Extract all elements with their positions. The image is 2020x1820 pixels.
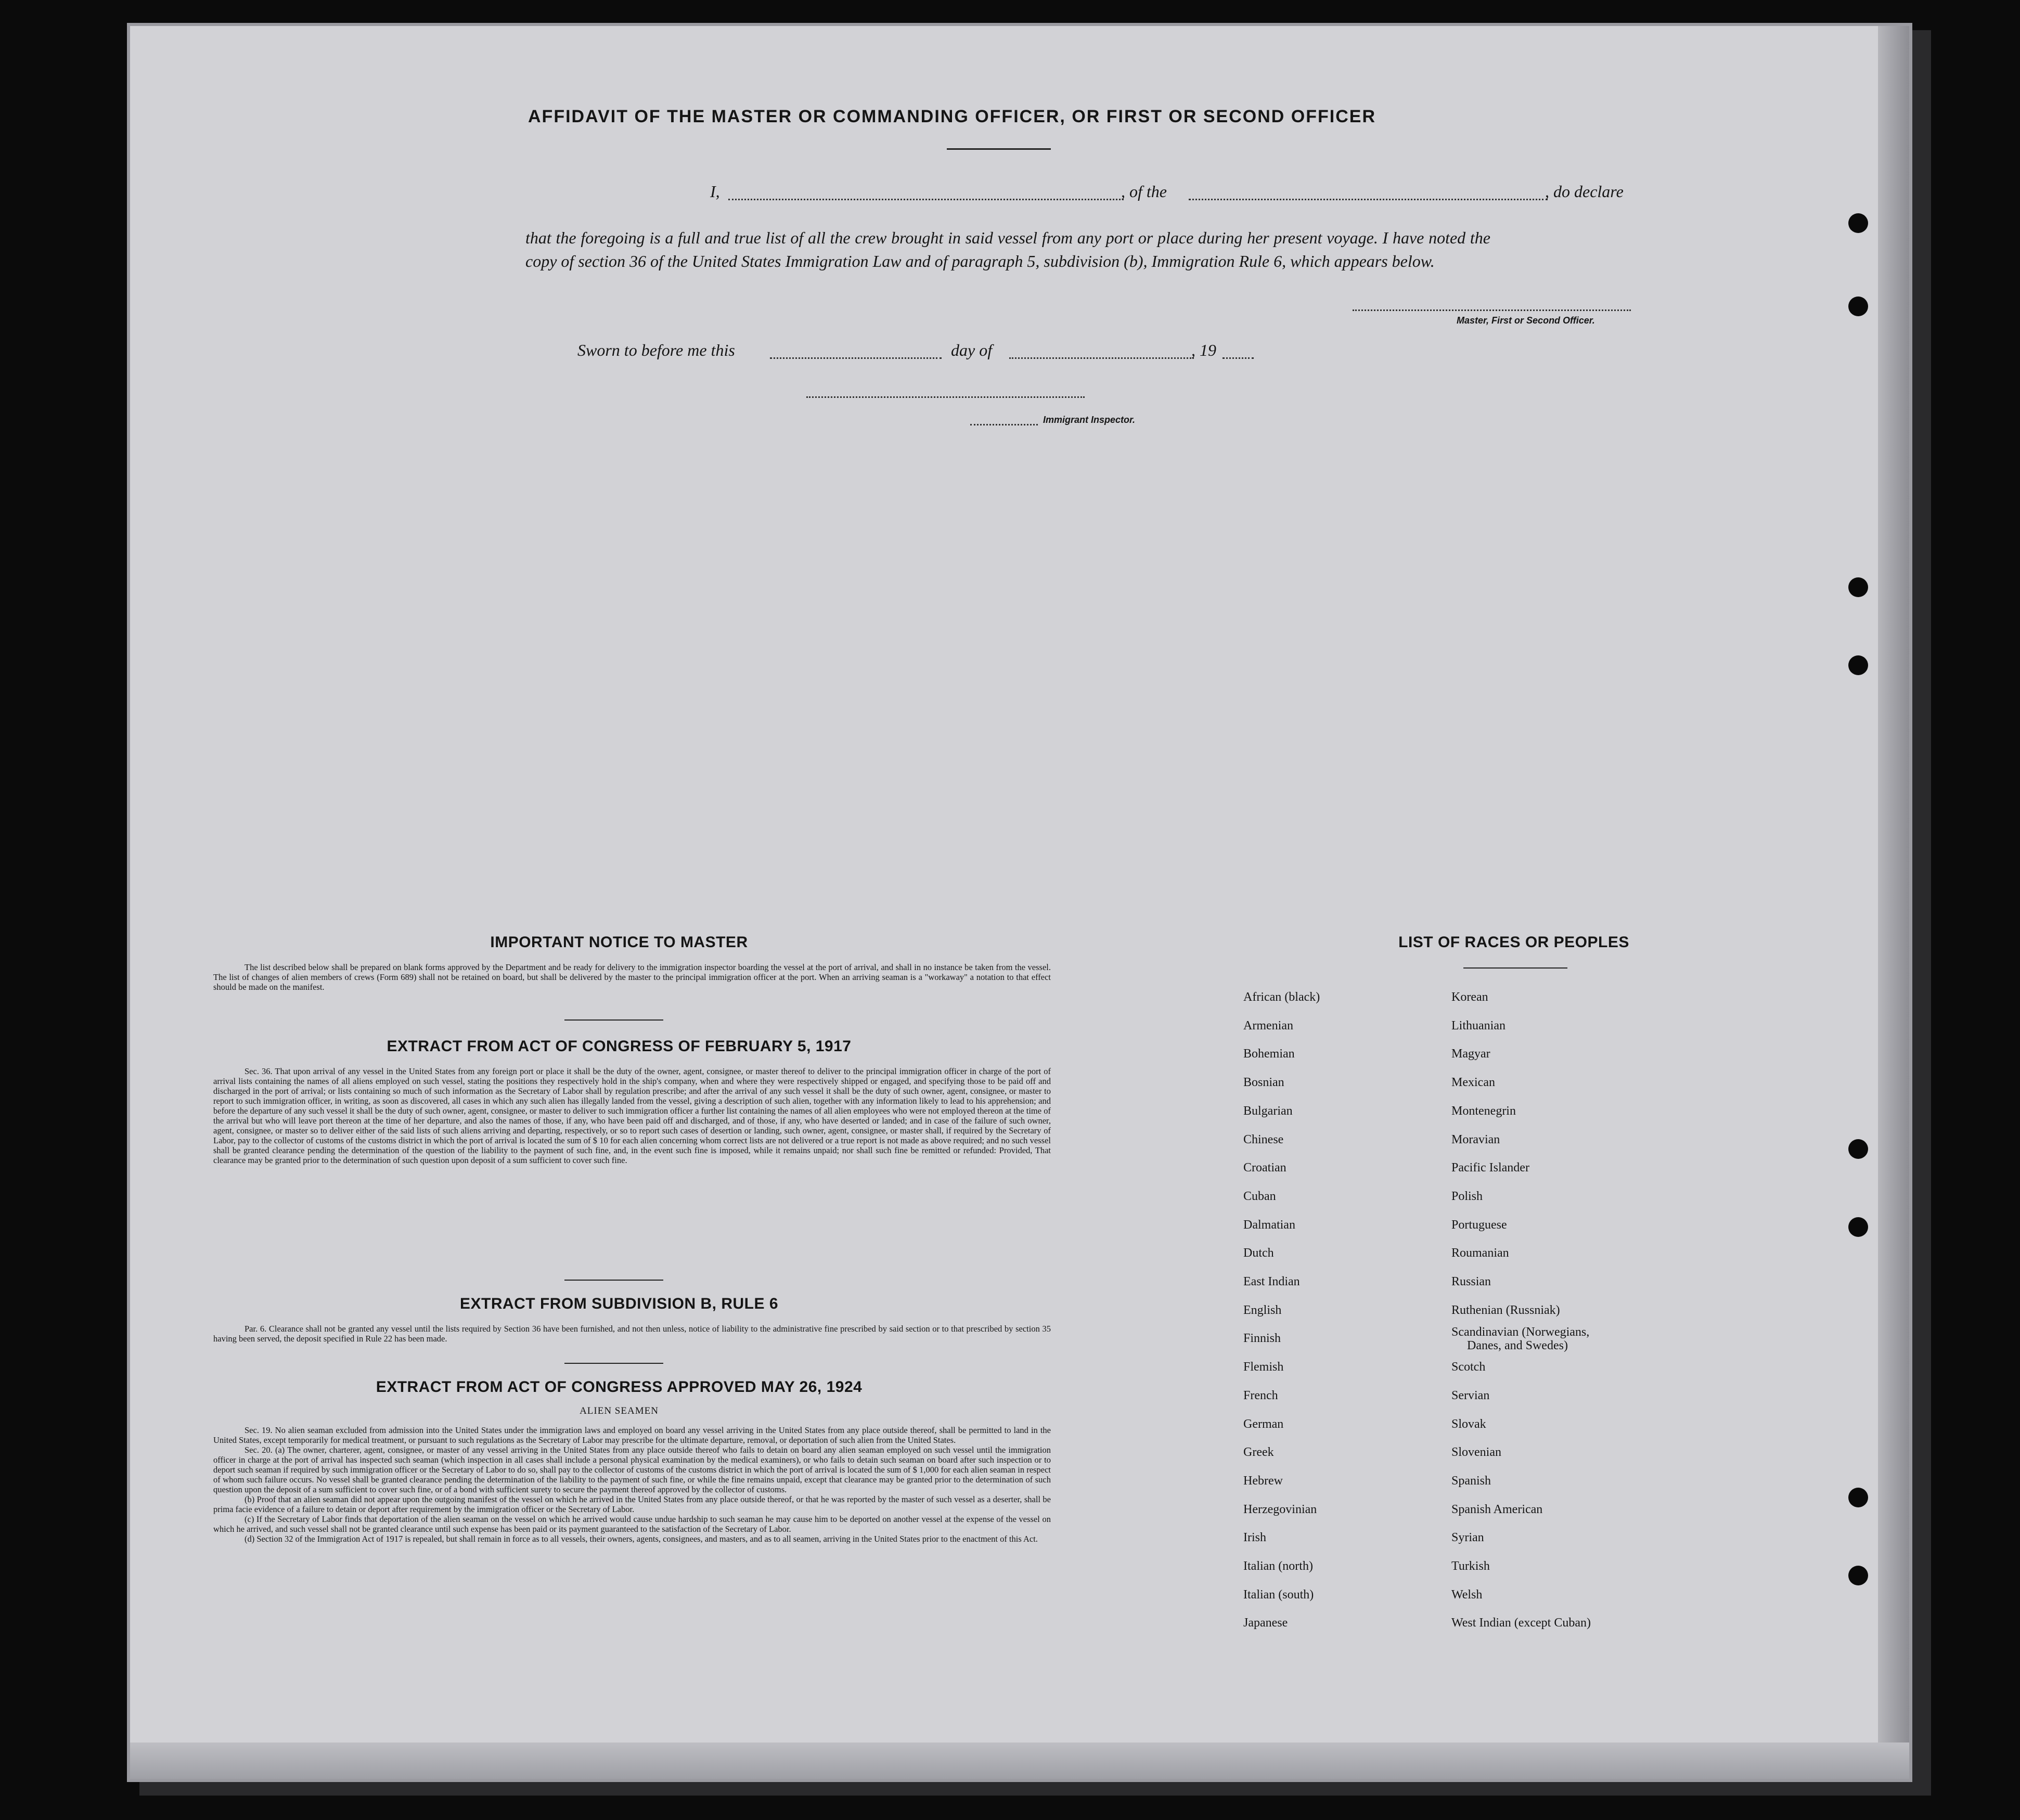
race-item: Greek (1243, 1445, 1274, 1460)
races-column-1 (1243, 983, 1320, 1637)
vessel-field[interactable] (1189, 199, 1548, 200)
race-item: Herzegovinian (1243, 1502, 1317, 1516)
race-item: Scandinavian (Norwegians, Danes, and Swedes) (1451, 1325, 1590, 1353)
races-title: LIST OF RACES OR PEOPLES (1398, 934, 1629, 951)
race-item: Slovenian (1451, 1445, 1501, 1460)
extract-rule6-text (213, 1324, 1051, 1344)
name-field[interactable] (728, 199, 1124, 200)
section-divider (564, 1019, 663, 1021)
race-item: Welsh (1451, 1587, 1483, 1602)
binder-hole-icon (1848, 1217, 1868, 1237)
race-item: Bohemian (1243, 1047, 1295, 1061)
race-item: Croatian (1243, 1161, 1286, 1175)
par6-paragraph: Par. 6. Clearance shall not be granted any vessel until the lists required by Section 36 have been furnished, and not then unless, notice of liability to the administrative fine prescribed by said section or to that prescribed by section 35 having been served, the deposit specified in Rule 22 has been made. (213, 1324, 1051, 1344)
race-item: Mexican (1451, 1076, 1495, 1090)
inspector-caption: Immigrant Inspector. (1043, 415, 1136, 425)
section-divider (564, 1363, 663, 1364)
race-item: Flemish (1243, 1360, 1284, 1374)
race-item: African (black) (1243, 990, 1320, 1004)
race-item: Moravian (1451, 1132, 1500, 1146)
affidavit-i: I, (710, 182, 720, 201)
page-edge (1878, 26, 1909, 1779)
race-item: Korean (1451, 990, 1488, 1004)
extract-1917-text (213, 1066, 1051, 1165)
race-item: Ruthenian (Russniak) (1451, 1303, 1560, 1317)
binder-hole-icon (1848, 1488, 1868, 1507)
sworn-year: , 19 (1191, 341, 1216, 359)
race-item: Syrian (1451, 1531, 1484, 1545)
races-column-2 (1451, 983, 1591, 1637)
race-item: Chinese (1243, 1132, 1284, 1146)
race-item: Japanese (1243, 1616, 1288, 1630)
alien-seamen-subtitle: ALIEN SEAMEN (580, 1405, 659, 1416)
races-title-underline (1463, 967, 1567, 969)
affidavit-declare: , do declare (1545, 182, 1624, 201)
master-caption: Master, First or Second Officer. (1457, 315, 1595, 326)
notice-paragraph: The list described below shall be prepared on blank forms approved by the Department and be ready for delivery to the immigration inspector boarding the vessel at the port of arrival, and shall in no instance be taken from the vessel. The list of changes of alien members of crews (Form 689) shall not be retained on board, but shall be delivered by the master to the principal immigration officer at the port. When an arriving seaman is a "workaway" a notation to that effect should be made on the manifest. (213, 962, 1051, 992)
sec19-paragraph: Sec. 19. No alien seaman excluded from admission into the United States under the immigration laws and employed on board any vessel arriving in the United States from any place outside thereof, shall be permitted to land in the United States, except temporarily for medical treatment, or pursuant to such regulations as the Secretary of Labor may prescribe for the ultimate departure, removal, or deportation of such alien from the United States. (213, 1425, 1051, 1445)
race-item: Spanish (1451, 1474, 1491, 1488)
race-item: Finnish (1243, 1332, 1281, 1346)
master-signature-field[interactable] (1353, 309, 1631, 311)
sec20d-paragraph: (d) Section 32 of the Immigration Act of 1917 is repealed, but shall remain in force as to all vessels, their owners, agents, consignees, and masters, and as to all seamen, arriving in the United States prior to the enactment of this Act. (245, 1534, 1038, 1544)
race-item: Spanish American (1451, 1502, 1543, 1516)
race-item: Bulgarian (1243, 1104, 1293, 1118)
extract-1924-text (213, 1425, 1051, 1544)
race-item: Hebrew (1243, 1474, 1283, 1488)
sec36-paragraph: Sec. 36. That upon arrival of any vessel in the United States from any foreign port or place it shall be the duty of the owner, agent, consignee, or master thereof to deliver to the principal immigration officer in charge of the port of arrival lists containing the names of all aliens employed on such vessel, stating the positions they respectively hold in the ship's company, when and where they were respectively shipped or engaged, and specifying those to be paid off and discharged in the port of arrival; or lists containing so much of such information as the Secretary of Labor shall by regulation prescribe; and after the arrival of any such vessel it shall be the duty of such owner, agent, consignee, or master to report to such immigration officer, in writing, as soon as discovered, all cases in which any such alien has illegally landed from the vessel, giving a description of such alien, together with any information likely to lead to his apprehension; and before the departure of any such vessel it shall be the duty of such owner, agent, consignee, or master to deliver to such immigration officer a further list containing the names of all alien employees who were not employed thereon at the time of the arrival but who will leave port thereon at the time of her departure, and also the names of those, if any, who have been paid off and discharged, and of those, if any, who have deserted or landed; and in case of the failure of such owner, agent, consignee, or master so to deliver either of the said lists of such aliens arriving and departing, respectively, or so to report such cases of desertion or landing, such owner, agent, consignee, or master shall, if required by the Secretary of Labor, pay to the collector of customs of the customs district in which the port of arrival is located the sum of $ 10 for each alien concerning whom correct lists are not delivered or a true report is not made as above required; and no such vessel shall be granted clearance pending the determination of the question of the liability to the payment of such fine, and, in the event such fine is imposed, while it remains unpaid; nor shall such fine be remitted or refunded: Provided, That clearance may be granted prior to the determination of such question upon deposit of a sum sufficient to cover such fine. (213, 1066, 1051, 1165)
extract-1924-title: EXTRACT FROM ACT OF CONGRESS APPROVED MAY 26, 1924 (376, 1378, 863, 1396)
race-item: Magyar (1451, 1047, 1490, 1061)
sec20c-paragraph: (c) If the Secretary of Labor finds that deportation of the alien seaman on the vessel on which he arrived would cause undue hardship to such seaman he may cause him to be deported on another vessel at the expense of the vessel on which he arrived, and such vessel shall not be granted clearance until such expense has been paid or its payment guaranteed to the satisfaction of the Secretary of Labor. (213, 1514, 1051, 1534)
binder-hole-icon (1848, 1139, 1868, 1159)
sworn-month-field[interactable] (1009, 357, 1194, 359)
race-item: Slovak (1451, 1417, 1486, 1431)
page-bottom-edge (130, 1742, 1909, 1779)
sec20b-paragraph: (b) Proof that an alien seaman did not appear upon the outgoing manifest of the vessel on which he arrived in the United States from any place outside thereof, or that he was reported by the master of such vessel as a deserter, shall be prima facie evidence of a failure to detain or deport after requirement by the immigration officer or the Secretary of Labor. (213, 1494, 1051, 1514)
affidavit-of-the: , of the (1121, 182, 1167, 201)
sworn-prefix: Sworn to before me this (577, 341, 735, 359)
race-item: French (1243, 1388, 1278, 1402)
sworn-day-field[interactable] (770, 357, 942, 359)
race-item: Italian (north) (1243, 1559, 1313, 1573)
race-item: Russian (1451, 1275, 1491, 1289)
race-item: English (1243, 1303, 1282, 1317)
title-underline (947, 148, 1051, 150)
binder-hole-icon (1848, 296, 1868, 316)
notice-title: IMPORTANT NOTICE TO MASTER (490, 934, 748, 951)
race-item: Montenegrin (1451, 1104, 1516, 1118)
race-item: Roumanian (1451, 1246, 1509, 1260)
race-item: German (1243, 1417, 1284, 1431)
inspector-title-line (970, 424, 1038, 425)
race-item: Lithuanian (1451, 1018, 1506, 1032)
affidavit-title: AFFIDAVIT OF THE MASTER OR COMMANDING OFFICER, OR FIRST OR SECOND OFFICER (528, 107, 1376, 126)
race-item: Italian (south) (1243, 1587, 1314, 1602)
race-item: Turkish (1451, 1559, 1490, 1573)
race-item: Dutch (1243, 1246, 1274, 1260)
race-item: Polish (1451, 1189, 1483, 1203)
race-item: Irish (1243, 1531, 1266, 1545)
race-item: Servian (1451, 1388, 1490, 1402)
race-item: Pacific Islander (1451, 1161, 1529, 1175)
race-item: East Indian (1243, 1275, 1300, 1289)
inspector-signature-field[interactable] (806, 396, 1085, 398)
sec20a-paragraph: Sec. 20. (a) The owner, charterer, agent, consignee, or master of any vessel arriving in the United States from any place outside thereof who fails to detain on board any alien seaman employed on such vessel until the immigration officer in charge at the port of arrival has inspected such seaman (which inspection in all cases shall include a personal physical examination by the medical examiners), or who fails to detain such seaman on board after such inspection or to deport such seaman if required by such immigration officer or the Secretary of Labor to do so, shall pay to the collector of customs of the customs district in which the port of arrival is located the sum of $ 1,000 for each alien seaman in respect of whom such failure occurs. No vessel shall be granted clearance pending the determination of the liability to the payment of such fine, or while the fine remains unpaid, except that clearance may be granted prior to the determination of such question upon the deposit of a sum sufficient to cover such fine, or of a bond with sufficient surety to secure the payment thereof approved by the collector of customs. (213, 1445, 1051, 1494)
binder-hole-icon (1848, 1566, 1868, 1585)
binder-hole-icon (1848, 577, 1868, 597)
document-page (130, 26, 1909, 1779)
race-item: Bosnian (1243, 1076, 1284, 1090)
sworn-day-of: day of (951, 341, 993, 359)
race-item: Portuguese (1451, 1218, 1507, 1232)
section-divider (564, 1280, 663, 1281)
notice-text (213, 962, 1051, 992)
race-item: Dalmatian (1243, 1218, 1295, 1232)
binder-hole-icon (1848, 213, 1868, 233)
race-item: Cuban (1243, 1189, 1276, 1203)
extract-1917-title: EXTRACT FROM ACT OF CONGRESS OF FEBRUARY 5, 1917 (387, 1038, 852, 1055)
affidavit-body: that the foregoing is a full and true list of all the crew brought in said vessel from any port or place during her present voyage. I have noted the copy of section 36 of the United States Immigration Law and of paragraph 5, subdivision (b), Immigration Rule 6, which appears below. (525, 228, 1490, 270)
binder-hole-icon (1848, 655, 1868, 675)
race-item: West Indian (except Cuban) (1451, 1616, 1591, 1630)
race-item: Armenian (1243, 1018, 1293, 1032)
race-item: Scotch (1451, 1360, 1486, 1374)
sworn-year-field[interactable] (1223, 357, 1254, 359)
extract-rule6-title: EXTRACT FROM SUBDIVISION B, RULE 6 (459, 1295, 779, 1312)
